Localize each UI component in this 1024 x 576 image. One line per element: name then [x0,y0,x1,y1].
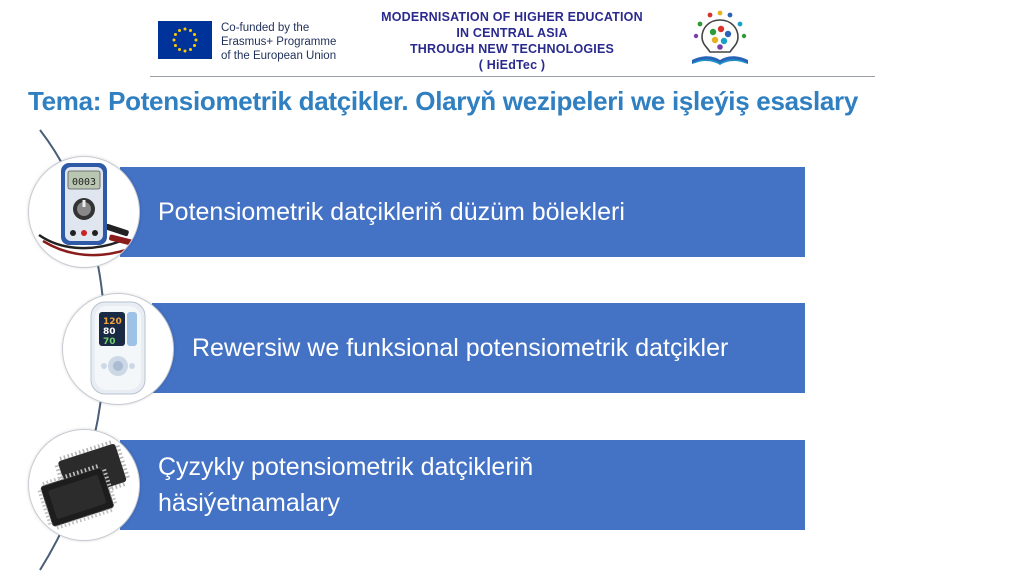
eu-star-icon [173,39,176,42]
eu-star-icon [193,33,196,36]
eu-star-icon [189,29,192,32]
item-box-3 [120,440,805,530]
project-title [352,9,672,73]
eu-star-icon [193,44,196,47]
project-line-1: MODERNISATION OF HIGHER EDUCATION [381,10,643,24]
project-line-3: THROUGH NEW TECHNOLOGIES [409,42,615,56]
eu-star-icon [189,48,192,51]
item-box-2 [152,303,805,393]
cofunded-line-1: Co-funded by the [221,22,310,34]
eu-star-icon [184,28,187,31]
hiedtec-logo-icon [684,10,756,70]
item-box-1 [120,167,805,257]
eu-star-icon [184,50,187,53]
monitor-value-1: 120 [103,317,122,327]
eu-flag [158,21,212,59]
monitor-value-2: 80 [103,327,116,337]
cofunded-text [221,21,341,63]
cofunded-line-3: of the European Union [221,50,337,62]
eu-star-icon [195,39,198,42]
microchip-icon [28,429,140,541]
multimeter-display: 0003 [71,177,97,188]
header-divider [150,76,875,77]
project-line-4: ( HiEdTec ) [478,58,546,72]
item-label-2: Rewersiw we funksional potensiometrik datçikler [192,334,729,362]
project-line-2: IN CENTRAL ASIA [456,26,568,40]
page-title: Tema: Potensiometrik datçikler. Olaryň wezipeleri we işleýiş esaslary [28,86,859,116]
eu-star-icon [174,33,177,36]
item-label-3: Çyzykly potensiometrik datçikleriň häsiýetnamalary [158,453,534,517]
item-label-1: Potensiometrik datçikleriň düzüm bölekleri [158,198,625,226]
blood-pressure-monitor-icon [62,293,174,405]
eu-stars-icon [158,21,212,59]
eu-star-icon [174,44,177,47]
monitor-value-3: 70 [103,337,116,347]
eu-star-icon [178,48,181,51]
multimeter-icon [28,156,140,268]
eu-star-icon [178,29,181,32]
cofunded-line-2: Erasmus+ Programme [221,36,337,48]
